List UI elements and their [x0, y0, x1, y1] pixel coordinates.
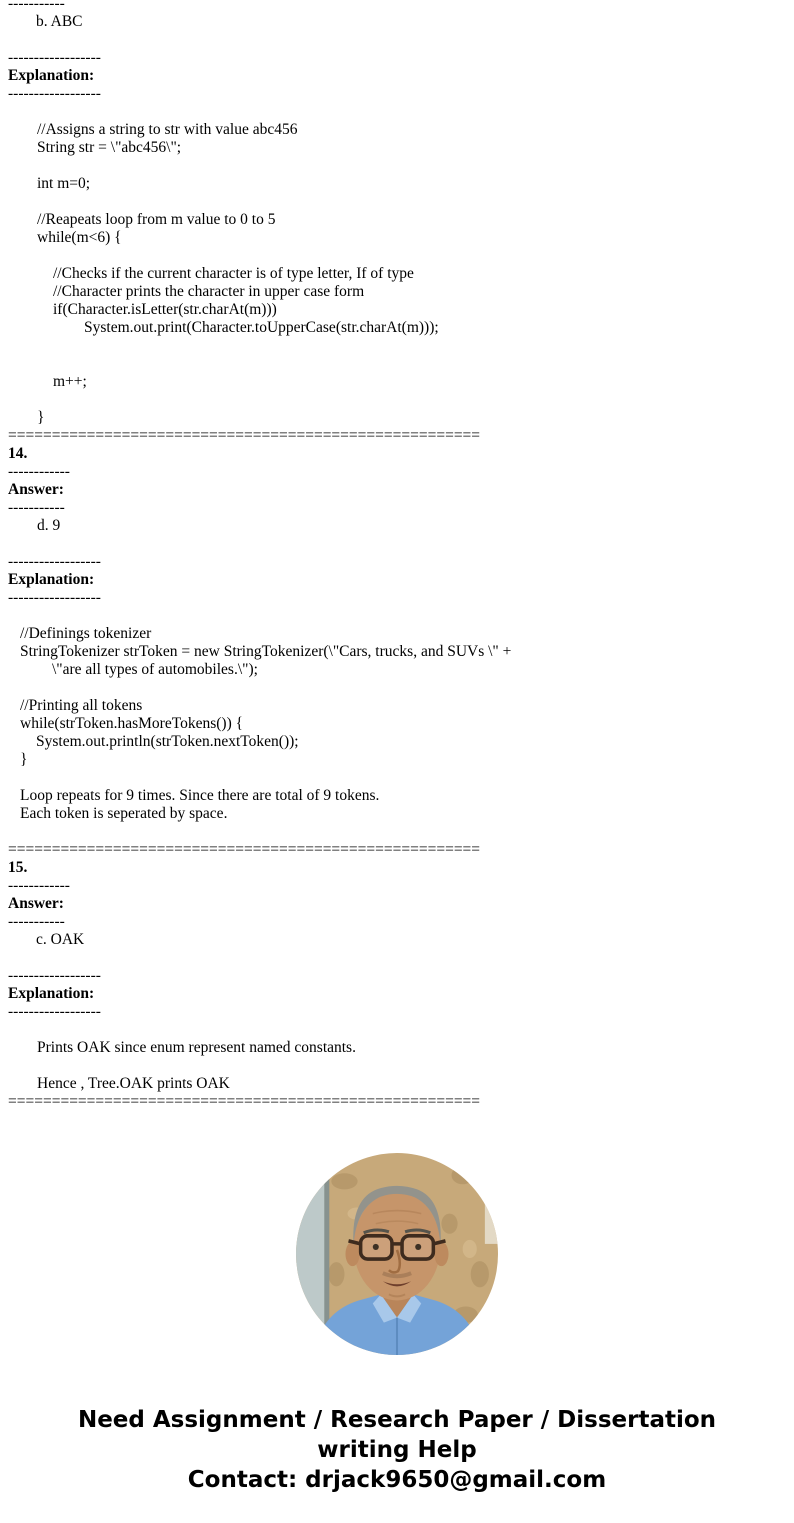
separator-dashes: ------------------	[8, 589, 101, 606]
doc-line: Hence , Tree.OAK prints OAK	[37, 1075, 230, 1092]
blank-line	[0, 193, 794, 211]
separator-dashes: -----------	[8, 0, 65, 12]
doc-heading: Explanation:	[8, 985, 95, 1002]
doc-heading: 14.	[8, 445, 28, 462]
separator-dashes: ------------------	[8, 85, 101, 102]
doc-line: StringTokenizer strToken = new StringTokenizer(\"Cars, trucks, and SUVs \" +	[20, 643, 512, 660]
doc-line: c. OAK	[36, 931, 85, 948]
separator-dashes: ------------	[8, 463, 70, 480]
doc-line: System.out.println(strToken.nextToken());	[36, 733, 299, 750]
doc-line: //Printing all tokens	[20, 697, 143, 714]
blank-line	[0, 679, 794, 697]
blank-line	[0, 355, 794, 373]
doc-line: //Checks if the current character is of type letter, If of type	[53, 265, 414, 282]
separator-dashes: ------------------	[8, 49, 101, 66]
footer-banner	[0, 1405, 794, 1495]
blank-line	[0, 949, 794, 967]
doc-line: if(Character.isLetter(str.charAt(m)))	[53, 301, 277, 318]
separator-equals: ======================================================	[8, 841, 481, 858]
doc-line: }	[37, 409, 45, 426]
doc-line: Prints OAK since enum represent named constants.	[37, 1039, 356, 1056]
separator-dashes: ------------------	[8, 553, 101, 570]
separator-dashes: ------------------	[8, 967, 101, 984]
doc-line: while(m<6) {	[37, 229, 122, 246]
separator-dashes: -----------	[8, 913, 65, 930]
doc-line: System.out.print(Character.toUpperCase(str.charAt(m)));	[84, 319, 439, 336]
doc-heading: Explanation:	[8, 571, 95, 588]
separator-dashes: -----------	[8, 499, 65, 516]
doc-heading: Answer:	[8, 895, 64, 912]
doc-line: \"are all types of automobiles.\");	[52, 661, 258, 678]
doc-line: //Assigns a string to str with value abc456	[37, 121, 298, 138]
doc-heading: 15.	[8, 859, 28, 876]
left-panel	[296, 1169, 326, 1355]
profile-photo	[296, 1153, 498, 1355]
separator-dashes: ------------------	[8, 1003, 101, 1020]
doc-line: while(strToken.hasMoreTokens()) {	[20, 715, 244, 732]
blank-line	[0, 1057, 794, 1075]
doc-line: d. 9	[37, 517, 61, 534]
separator-dashes: ------------	[8, 877, 70, 894]
photo-row	[0, 1153, 794, 1355]
blank-line	[0, 607, 794, 625]
doc-line: Loop repeats for 9 times. Since there are total of 9 tokens.	[20, 787, 380, 804]
doc-line: String str = \"abc456\";	[37, 139, 182, 156]
portrait-illustration	[296, 1153, 498, 1355]
doc-line: //Definings tokenizer	[20, 625, 152, 642]
separator-equals: ======================================================	[8, 1093, 481, 1110]
doc-line: //Character prints the character in upper case form	[53, 283, 365, 300]
blank-line	[0, 157, 794, 175]
right-object	[485, 1181, 498, 1244]
blank-line	[0, 769, 794, 787]
footer-contact: Contact: drjack9650@gmail.com	[187, 1467, 607, 1493]
blank-line	[0, 535, 794, 553]
blank-line	[0, 1021, 794, 1039]
doc-line: Each token is seperated by space.	[20, 805, 228, 822]
blank-line	[0, 247, 794, 265]
blank-line	[0, 823, 794, 841]
doc-line: b. ABC	[36, 13, 83, 30]
doc-line: m++;	[53, 373, 87, 390]
blank-line	[0, 337, 794, 355]
blank-line	[0, 103, 794, 121]
doc-heading: Explanation:	[8, 67, 95, 84]
doc-line: }	[20, 751, 28, 768]
footer-help-line1: Need Assignment / Research Paper / Dissertation	[77, 1407, 717, 1433]
footer-help-line2: writing Help	[317, 1437, 477, 1463]
blank-line	[0, 391, 794, 409]
separator-equals: ======================================================	[8, 427, 481, 444]
doc-line: int m=0;	[37, 175, 91, 192]
doc-heading: Answer:	[8, 481, 64, 498]
doc-line: //Reapeats loop from m value to 0 to 5	[37, 211, 276, 228]
blank-line	[0, 31, 794, 49]
